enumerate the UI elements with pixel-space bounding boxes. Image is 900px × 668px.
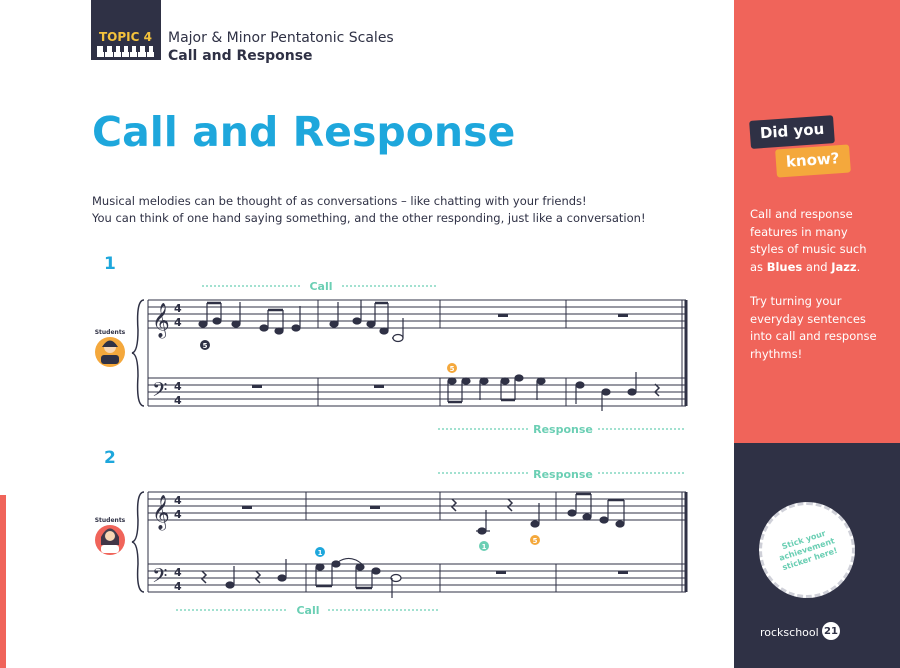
exercise-1-number: 1 [104, 254, 116, 274]
sticker-placeholder[interactable] [759, 502, 855, 598]
time-signature-2 [174, 494, 182, 593]
svg-text:4: 4 [174, 302, 182, 315]
bass-clef-2: 𝄢 [152, 564, 168, 592]
page-title: Call and Response [92, 108, 516, 156]
finger-number-5: 5 [532, 537, 538, 545]
response-label-1: Response [533, 423, 593, 436]
finger-number-1: 5 [202, 342, 208, 350]
fact-part: and [802, 259, 832, 274]
svg-text:4: 4 [174, 394, 182, 407]
intro-line-1: Musical melodies can be thought of as conversations – like chatting with your friends! [92, 194, 587, 208]
finger-number-3: 1 [317, 549, 323, 557]
fact-part: Call and response features in many styles of music such as [750, 207, 867, 274]
did-you-badge: Did you [749, 115, 835, 149]
topic-subtitle: Major & Minor Pentatonic Scales [168, 30, 394, 46]
student-label-1: Students [94, 329, 126, 336]
student-label-2: Students [94, 517, 126, 524]
fact-term-blues: Blues [766, 259, 803, 274]
svg-text:4: 4 [174, 494, 182, 507]
left-edge-accent [0, 495, 6, 668]
call-label-2: Call [296, 604, 320, 617]
svg-text:4: 4 [174, 580, 182, 593]
svg-text:4: 4 [174, 380, 182, 393]
know-badge: know? [775, 144, 850, 177]
student-avatar-1 [95, 337, 125, 367]
response-label-2: Response [533, 468, 593, 481]
fact-term-jazz: Jazz [831, 259, 857, 274]
svg-text:4: 4 [174, 316, 182, 329]
section-title: Call and Response [168, 48, 313, 64]
time-signature-1 [174, 302, 182, 407]
call-label-1: Call [309, 280, 333, 293]
fact-box [750, 206, 880, 380]
finger-number-4: 1 [481, 543, 487, 551]
response-notes-2 [452, 494, 624, 534]
fact-text [750, 206, 880, 276]
treble-clef-1: 𝄞 [152, 303, 170, 338]
brand-logo: rockschool [760, 626, 819, 639]
intro-line-2: You can think of one hand saying something, and the other responding, just like a conversation! [92, 211, 646, 225]
student-avatar-2 [95, 525, 125, 555]
fact-part: . [856, 259, 861, 274]
sticker-text: Stick your achievement sticker here! [777, 528, 839, 573]
finger-number-2: 5 [449, 365, 455, 373]
svg-text:4: 4 [174, 508, 182, 521]
topic-label: TOPIC 4 [99, 30, 152, 44]
system-2 [132, 492, 686, 592]
tip-text: Try turning your everyday sentences into call and response rhythms! [750, 294, 877, 361]
svg-text:4: 4 [174, 566, 182, 579]
page-number: 21 [822, 622, 840, 640]
bass-clef-1: 𝄢 [152, 378, 168, 406]
treble-clef-2: 𝄞 [152, 495, 170, 530]
exercise-2-number: 2 [104, 448, 116, 468]
